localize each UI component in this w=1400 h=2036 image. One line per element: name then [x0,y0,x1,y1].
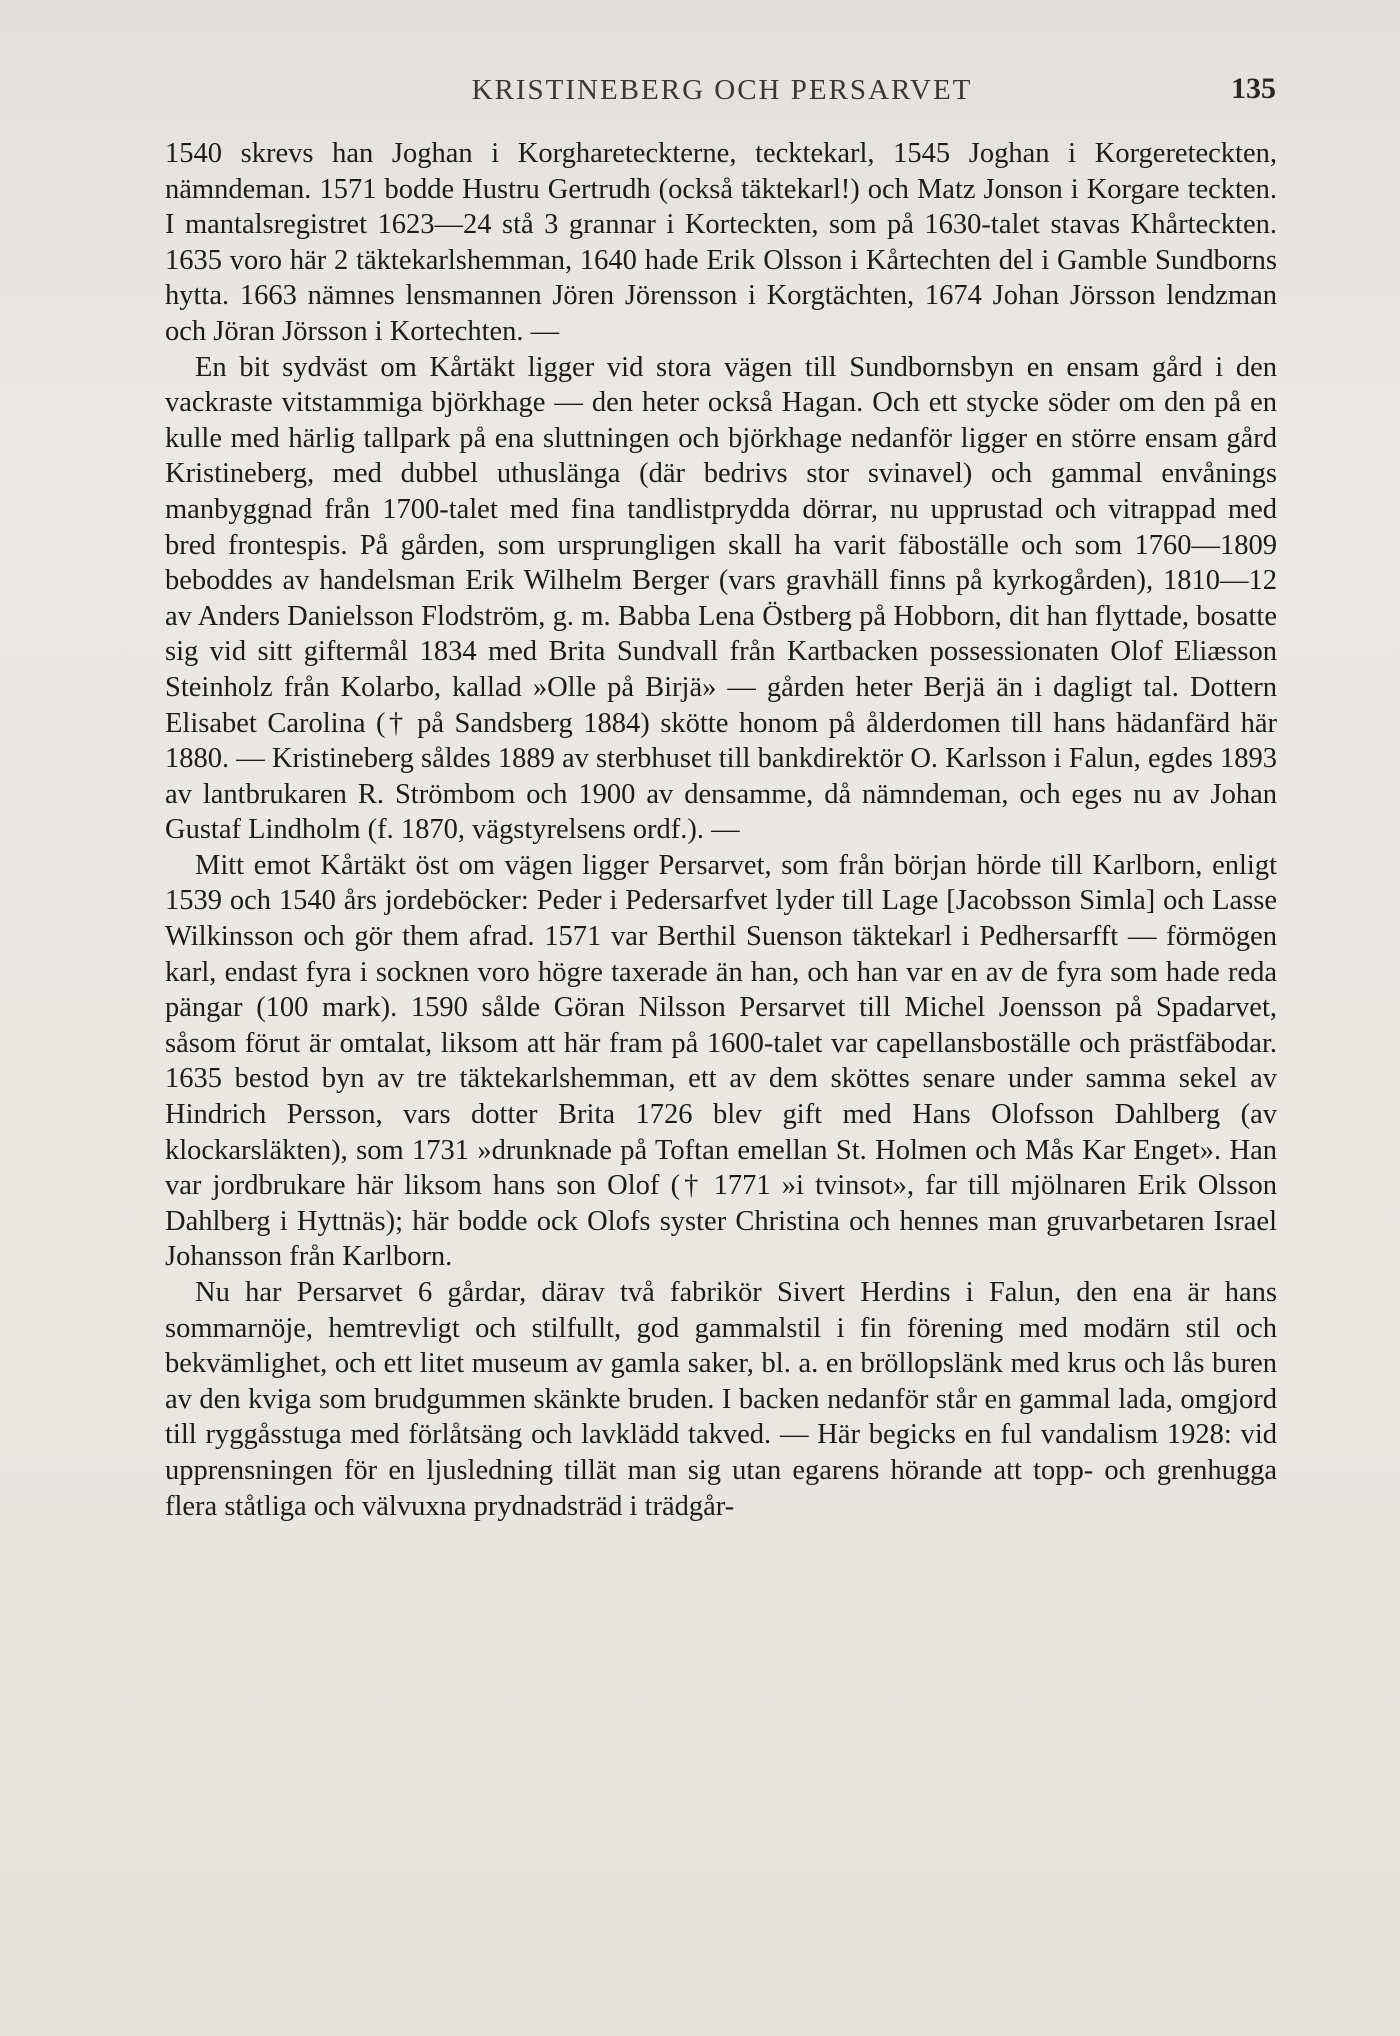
paragraph-persarvet-today: Nu har Persarvet 6 gårdar, därav två fabrikör Sivert Herdins i Falun, den ena är hans sommarnöje, hemtrevligt och stilfullt, god gammalstil i fin förening med modärn stil och bekvämlighet, och ett litet museum av gamla saker, bl. a. en bröllopslänk med krus och lås buren av den kviga som brudgummen skänkte bruden. I backen nedanför står en gammal lada, omgjord till ryggåsstuga med förlåtsäng och lavklädd takved. — Här begicks en ful vandalism 1928: vid upprensningen för en ljusledning tillät man sig utan egarens hörande att topp- och grenhugga flera ståtliga och välvuxna prydnadsträd i trädgår- [165,1277,1277,1522]
paragraph-kartakt-history: 1540 skrevs han Joghan i Korghareteckterne, tecktekarl, 1545 Joghan i Korgereteckten, nämndeman. 1571 bodde Hustru Gertrudh (också täktekarl!) och Matz Jonson i Korgare teckten. I mantalsregistret 1623—24 stå 3 grannar i Korteckten, som på 1630-talet stavas Khårteckten. 1635 voro här 2 täktekarlshemman, 1640 hade Erik Olsson i Kårtechten del i Gamble Sundborns hytta. 1663 nämnes lensmannen Jören Jörensson i Korgtächten, 1674 Johan Jörsson lendzman och Jöran Jörsson i Kortechten. — [165,138,1277,347]
paragraph-kristineberg: En bit sydväst om Kårtäkt ligger vid stora vägen till Sundbornsbyn en ensam gård i den vackraste vitstammiga björkhage — den heter också Hagan. Och ett stycke söder om den på en kulle med härlig tallpark på ena sluttningen och björkhage nedanför ligger en större ensam gård Kristineberg, med dubbel uthuslänga (där bedrivs stor svinavel) och gammal envånings manbyggnad från 1700-talet med fina tandlistprydda dörrar, nu upprustad och vitrappad med bred frontespis. På gården, som ursprungligen skall ha varit fäboställe och som 1760—1809 beboddes av handelsman Erik Wilhelm Berger (vars gravhäll finns på kyrkogården), 1810—12 av Anders Danielsson Flodström, g. m. Babba Lena Östberg på Hobborn, dit han flyttade, bosatte sig vid sitt giftermål 1834 med Brita Sundvall från Kartbacken possessionaten Olof Eliæsson Steinholz från Kolarbo, kallad »Olle på Birjä» — gården heter Berjä än i dagligt tal. Dottern Elisabet Carolina († på Sandsberg 1884) skötte honom på ålderdomen till hans hädanfärd här 1880. — Kristineberg såldes 1889 av sterbhuset till bankdirektör O. Karlsson i Falun, egdes 1893 av lantbrukaren R. Strömbom och 1900 av densamme, då nämndeman, och eges nu av Johan Gustaf Lindholm (f. 1870, vägstyrelsens ordf.). — [165,351,1277,846]
running-title: KRISTINEBERG OCH PERSARVET [471,74,973,106]
body-text [165,136,1277,1524]
page-number: 135 [1231,72,1276,105]
page-header [168,70,1276,114]
paragraph-persarvet-history: Mitt emot Kårtäkt öst om vägen ligger Persarvet, som från början hörde till Karlborn, enligt 1539 och 1540 års jordeböcker: Peder i Pedersarfvet lyder till Lage [Jacobsson Simla] och Lasse Wilkinsson och gör them afrad. 1571 var Berthil Suenson täktekarl i Pedhersarfft — förmögen karl, endast fyra i socknen voro högre taxerade än han, och han var en av de fyra som hade reda pängar (100 mark). 1590 sålde Göran Nilsson Persarvet till Michel Joensson på Spadarvet, såsom förut är omtalat, liksom att här fram på 1600-talet var capellansboställe och prästfäbodar. 1635 bestod byn av tre täktekarlshemman, ett av dem sköttes senare under samma sekel av Hindrich Persson, vars dotter Brita 1726 blev gift med Hans Olofsson Dahlberg (av klockarsläkten), som 1731 »drunknade på Toftan emellan St. Holmen och Mås Kar Enget». Han var jordbrukare här liksom hans son Olof († 1771 »i tvinsot», far till mjölnaren Erik Olsson Dahlberg i Hyttnäs); här bodde ock Olofs syster Christina och hennes man gruvarbetaren Israel Johansson från Karlborn. [165,849,1277,1273]
